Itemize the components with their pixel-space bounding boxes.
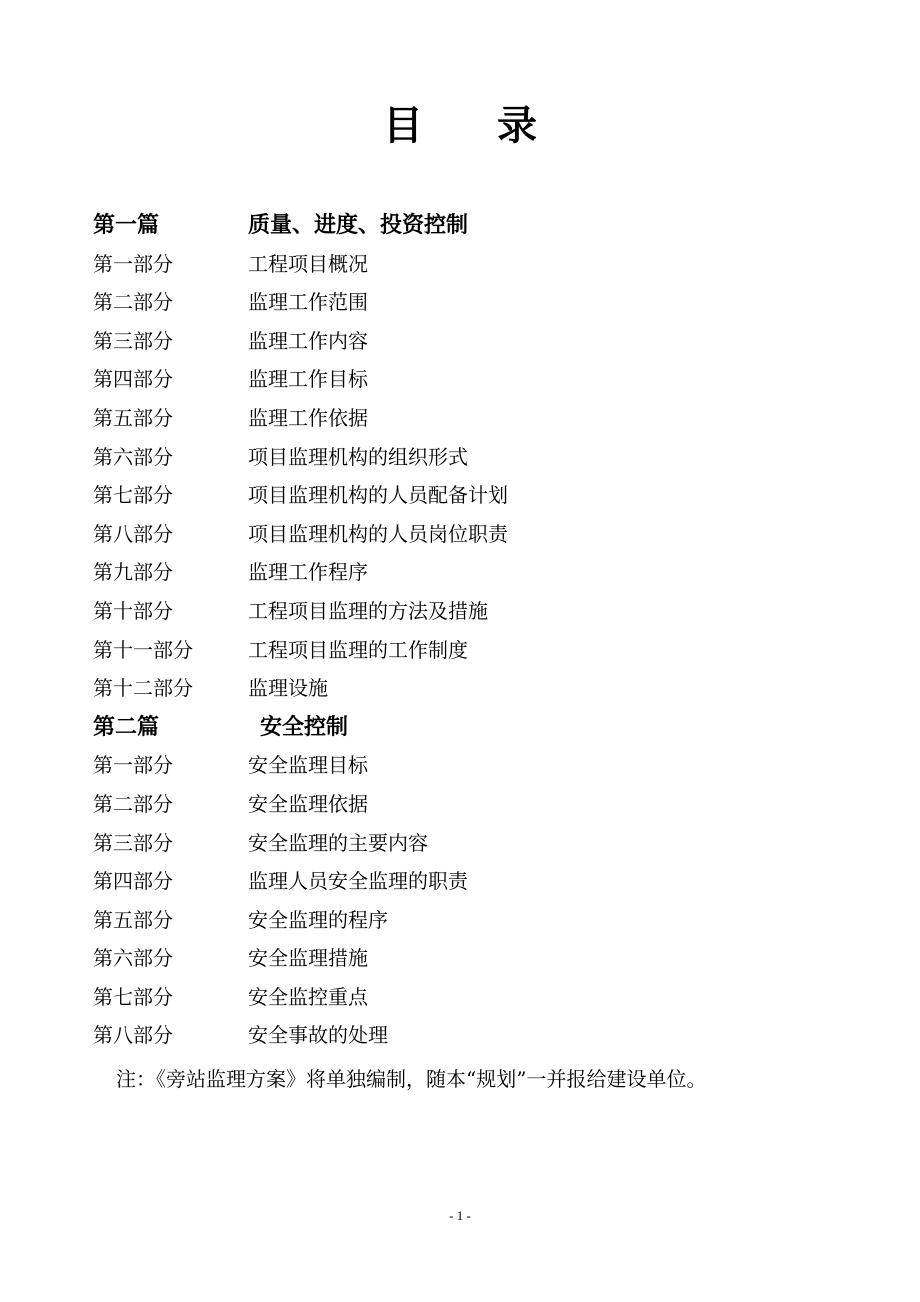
- page-number: - 1 -: [449, 1208, 471, 1223]
- toc-entry-title: 监理工作目标: [248, 367, 368, 392]
- page-title-char-1: 目: [383, 102, 424, 149]
- page-title: [0, 100, 920, 152]
- footnote: 注：《旁站监理方案》将单独编制，随本“规划”一并报给建设单位。: [116, 1067, 707, 1091]
- toc-entry-title: 工程项目概况: [248, 251, 368, 276]
- toc-entry-title: 安全监控重点: [248, 984, 368, 1009]
- toc-entry-number: 第三部分: [93, 328, 173, 353]
- toc-entry-number: 第二部分: [93, 791, 173, 816]
- table-of-contents: [93, 206, 853, 1055]
- toc-entry-title: 监理人员安全监理的职责: [248, 869, 468, 894]
- toc-entry[interactable]: [93, 1016, 853, 1055]
- toc-entry[interactable]: [93, 360, 853, 399]
- toc-entry-title: 项目监理机构的人员配备计划: [248, 483, 508, 508]
- toc-entry[interactable]: [93, 553, 853, 592]
- toc-part-2-header[interactable]: [93, 708, 853, 747]
- toc-entry-number: 第十部分: [93, 598, 173, 623]
- toc-entry-number: 第十二部分: [93, 676, 193, 701]
- toc-entry[interactable]: [93, 669, 853, 708]
- toc-entry-number: 第六部分: [93, 444, 173, 469]
- toc-entry-title: 监理工作程序: [248, 560, 368, 585]
- toc-entry[interactable]: [93, 631, 853, 670]
- toc-entry-title: 安全事故的处理: [248, 1023, 388, 1048]
- toc-entry[interactable]: [93, 978, 853, 1017]
- toc-part-label: 第一篇: [93, 212, 160, 238]
- toc-entry-number: 第二部分: [93, 290, 173, 315]
- toc-entry-number: 第七部分: [93, 984, 173, 1009]
- page-title-char-2: 录: [496, 102, 537, 149]
- toc-part-title: 质量、进度、投资控制: [248, 212, 469, 238]
- toc-entry[interactable]: [93, 283, 853, 322]
- toc-entry-title: 监理工作内容: [248, 328, 368, 353]
- toc-entry[interactable]: [93, 824, 853, 863]
- toc-entry-number: 第八部分: [93, 521, 173, 546]
- toc-entry-title: 监理设施: [248, 676, 328, 701]
- toc-entry[interactable]: [93, 862, 853, 901]
- toc-entry-title: 安全监理依据: [248, 791, 368, 816]
- toc-entry-number: 第六部分: [93, 946, 173, 971]
- toc-entry[interactable]: [93, 746, 853, 785]
- toc-part-label: 第二篇: [93, 713, 160, 740]
- toc-entry[interactable]: [93, 438, 853, 477]
- toc-entry-number: 第一部分: [93, 251, 173, 276]
- toc-entry-number: 第十一部分: [93, 637, 193, 662]
- toc-entry-number: 第七部分: [93, 483, 173, 508]
- toc-part-title: 安全控制: [260, 713, 349, 740]
- toc-entry-number: 第八部分: [93, 1023, 173, 1048]
- toc-entry[interactable]: [93, 939, 853, 978]
- toc-entry-number: 第四部分: [93, 869, 173, 894]
- toc-entry[interactable]: [93, 322, 853, 361]
- toc-entry-title: 工程项目监理的方法及措施: [248, 598, 488, 623]
- toc-entry[interactable]: [93, 245, 853, 284]
- toc-entry[interactable]: [93, 515, 853, 554]
- toc-entry[interactable]: [93, 399, 853, 438]
- toc-entry-number: 第五部分: [93, 405, 173, 430]
- toc-entry-title: 监理工作范围: [248, 290, 368, 315]
- toc-entry-number: 第九部分: [93, 560, 173, 585]
- toc-entry-number: 第一部分: [93, 753, 173, 778]
- toc-entry-number: 第四部分: [93, 367, 173, 392]
- toc-entry-title: 安全监理措施: [248, 946, 368, 971]
- toc-entry[interactable]: [93, 785, 853, 824]
- toc-entry-title: 项目监理机构的组织形式: [248, 444, 468, 469]
- toc-entry[interactable]: [93, 592, 853, 631]
- toc-entry-title: 项目监理机构的人员岗位职责: [248, 521, 508, 546]
- toc-entry-title: 安全监理目标: [248, 753, 368, 778]
- toc-entry-number: 第三部分: [93, 830, 173, 855]
- toc-entry-title: 工程项目监理的工作制度: [248, 637, 468, 662]
- toc-entry[interactable]: [93, 901, 853, 940]
- toc-entry-number: 第五部分: [93, 907, 173, 932]
- toc-entry-title: 安全监理的主要内容: [248, 830, 428, 855]
- toc-part-1-header[interactable]: [93, 206, 853, 245]
- toc-entry[interactable]: [93, 476, 853, 515]
- toc-entry-title: 安全监理的程序: [248, 907, 388, 932]
- toc-entry-title: 监理工作依据: [248, 405, 368, 430]
